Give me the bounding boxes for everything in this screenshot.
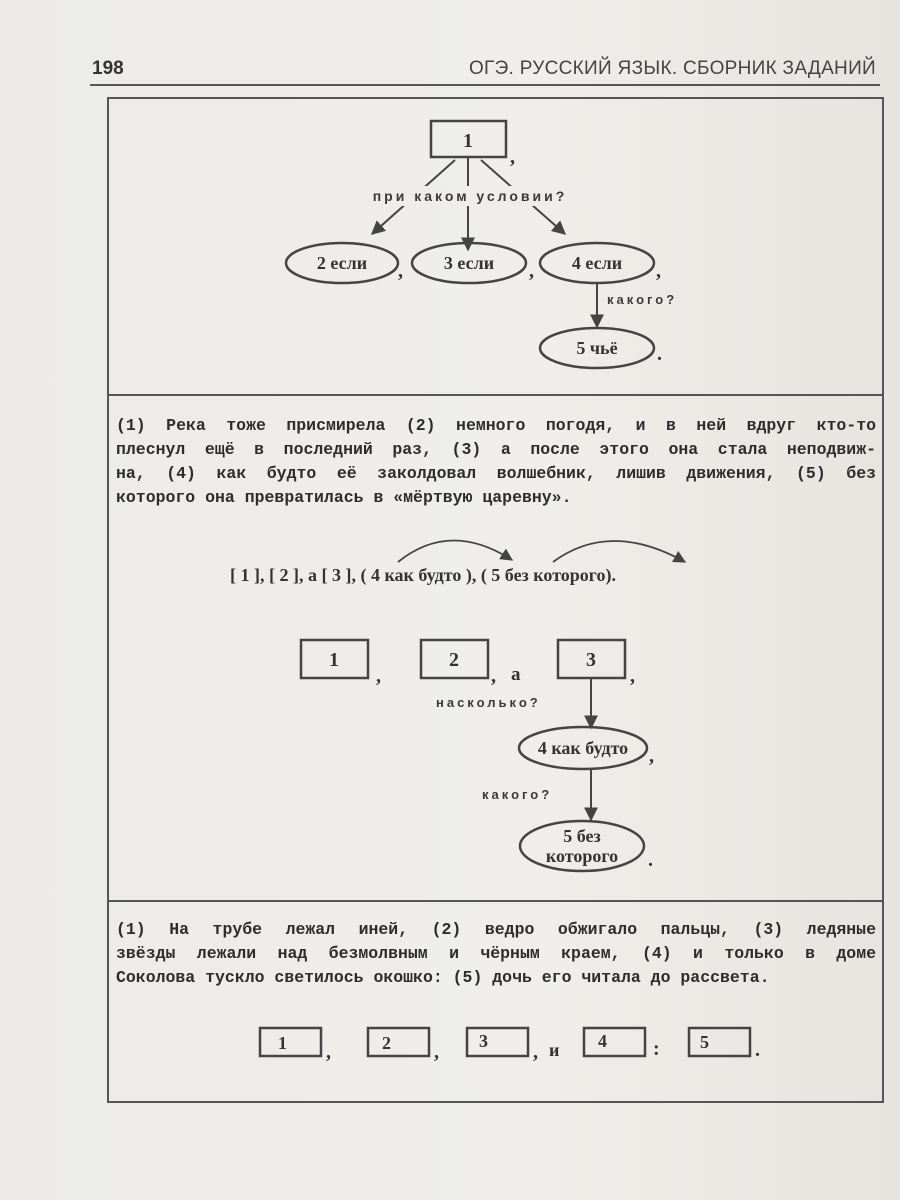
clause-label-1: 1: [278, 1033, 287, 1053]
text-line: (1) На трубе лежал иней, (2) ведро обжигало пальцы, (3) ледяные: [116, 920, 876, 939]
subclause-label-2: 2 если: [316, 253, 368, 273]
comma-mark: ,: [533, 1041, 538, 1063]
comma-mark: ,: [510, 146, 515, 168]
question-label: при каком условии?: [372, 188, 568, 204]
conjunction-a: а: [511, 664, 521, 685]
page-number: 198: [92, 58, 124, 79]
text-line: плеснул ещё в последний раз, (3) а после этого она стала неподвиж-: [116, 440, 876, 459]
clause-label-2: 2: [382, 1033, 391, 1053]
clause-box-1: [260, 1028, 321, 1056]
running-title: ОГЭ. РУССКИЙ ЯЗЫК. СБОРНИК ЗАДАНИЙ: [468, 58, 876, 79]
colon-mark: :: [653, 1038, 660, 1060]
clause-label-1: 1: [329, 649, 339, 671]
clause-box-2: [368, 1028, 429, 1056]
clause-box-3: [467, 1028, 528, 1056]
comma-mark: ,: [630, 665, 635, 687]
subclause-label-5: 5 чьё: [576, 338, 618, 358]
subclause-label-5b: которого: [545, 846, 619, 866]
comma-mark: ,: [491, 665, 496, 687]
comma-mark: ,: [529, 260, 534, 282]
text-line: которого она превратилась в «мёртвую царевну».: [116, 488, 572, 507]
period-mark: .: [755, 1039, 760, 1061]
conjunction-i: и: [549, 1040, 560, 1060]
comma-mark: ,: [434, 1041, 439, 1063]
clause-box-4: [584, 1028, 645, 1056]
main-clause-label: 1: [463, 130, 473, 152]
linear-scheme: [ 1 ], [ 2 ], а [ 3 ], ( 4 как будто ), ( 5 без которого).: [230, 565, 617, 585]
clause-label-2: 2: [449, 649, 459, 671]
question-label: насколько?: [436, 695, 541, 710]
clause-box-5: [689, 1028, 750, 1056]
subclause-label-3: 3 если: [443, 253, 495, 273]
comma-mark: ,: [398, 260, 403, 282]
subclause-label-5a: 5 без: [563, 826, 601, 846]
comma-mark: ,: [376, 665, 381, 687]
subclause-label-4: 4 как будто: [537, 738, 629, 758]
clause-label-3: 3: [586, 649, 596, 671]
comma-mark: ,: [656, 260, 661, 282]
text-line: на, (4) как будто её заколдовал волшебник, лишив движения, (5) без: [116, 464, 876, 483]
text-line: Соколова тускло светилось окошко: (5) дочь его читала до рассвета.: [116, 968, 770, 987]
text-line: звёзды лежали над безмолвным и чёрным краем, (4) и только в доме: [116, 944, 876, 963]
comma-mark: ,: [326, 1041, 331, 1063]
question-label-2: какого?: [607, 292, 678, 307]
clause-label-5: 5: [700, 1032, 709, 1052]
text-line: (1) Река тоже присмирела (2) немного погодя, и в ней вдруг кто-то: [116, 416, 876, 435]
question-label-2: какого?: [482, 787, 553, 802]
subclause-label-4: 4 если: [571, 253, 623, 273]
comma-mark: ,: [649, 745, 654, 767]
clause-label-3: 3: [479, 1031, 488, 1051]
clause-label-4: 4: [598, 1031, 607, 1051]
period-mark: .: [648, 849, 653, 871]
period-mark: .: [657, 343, 662, 365]
